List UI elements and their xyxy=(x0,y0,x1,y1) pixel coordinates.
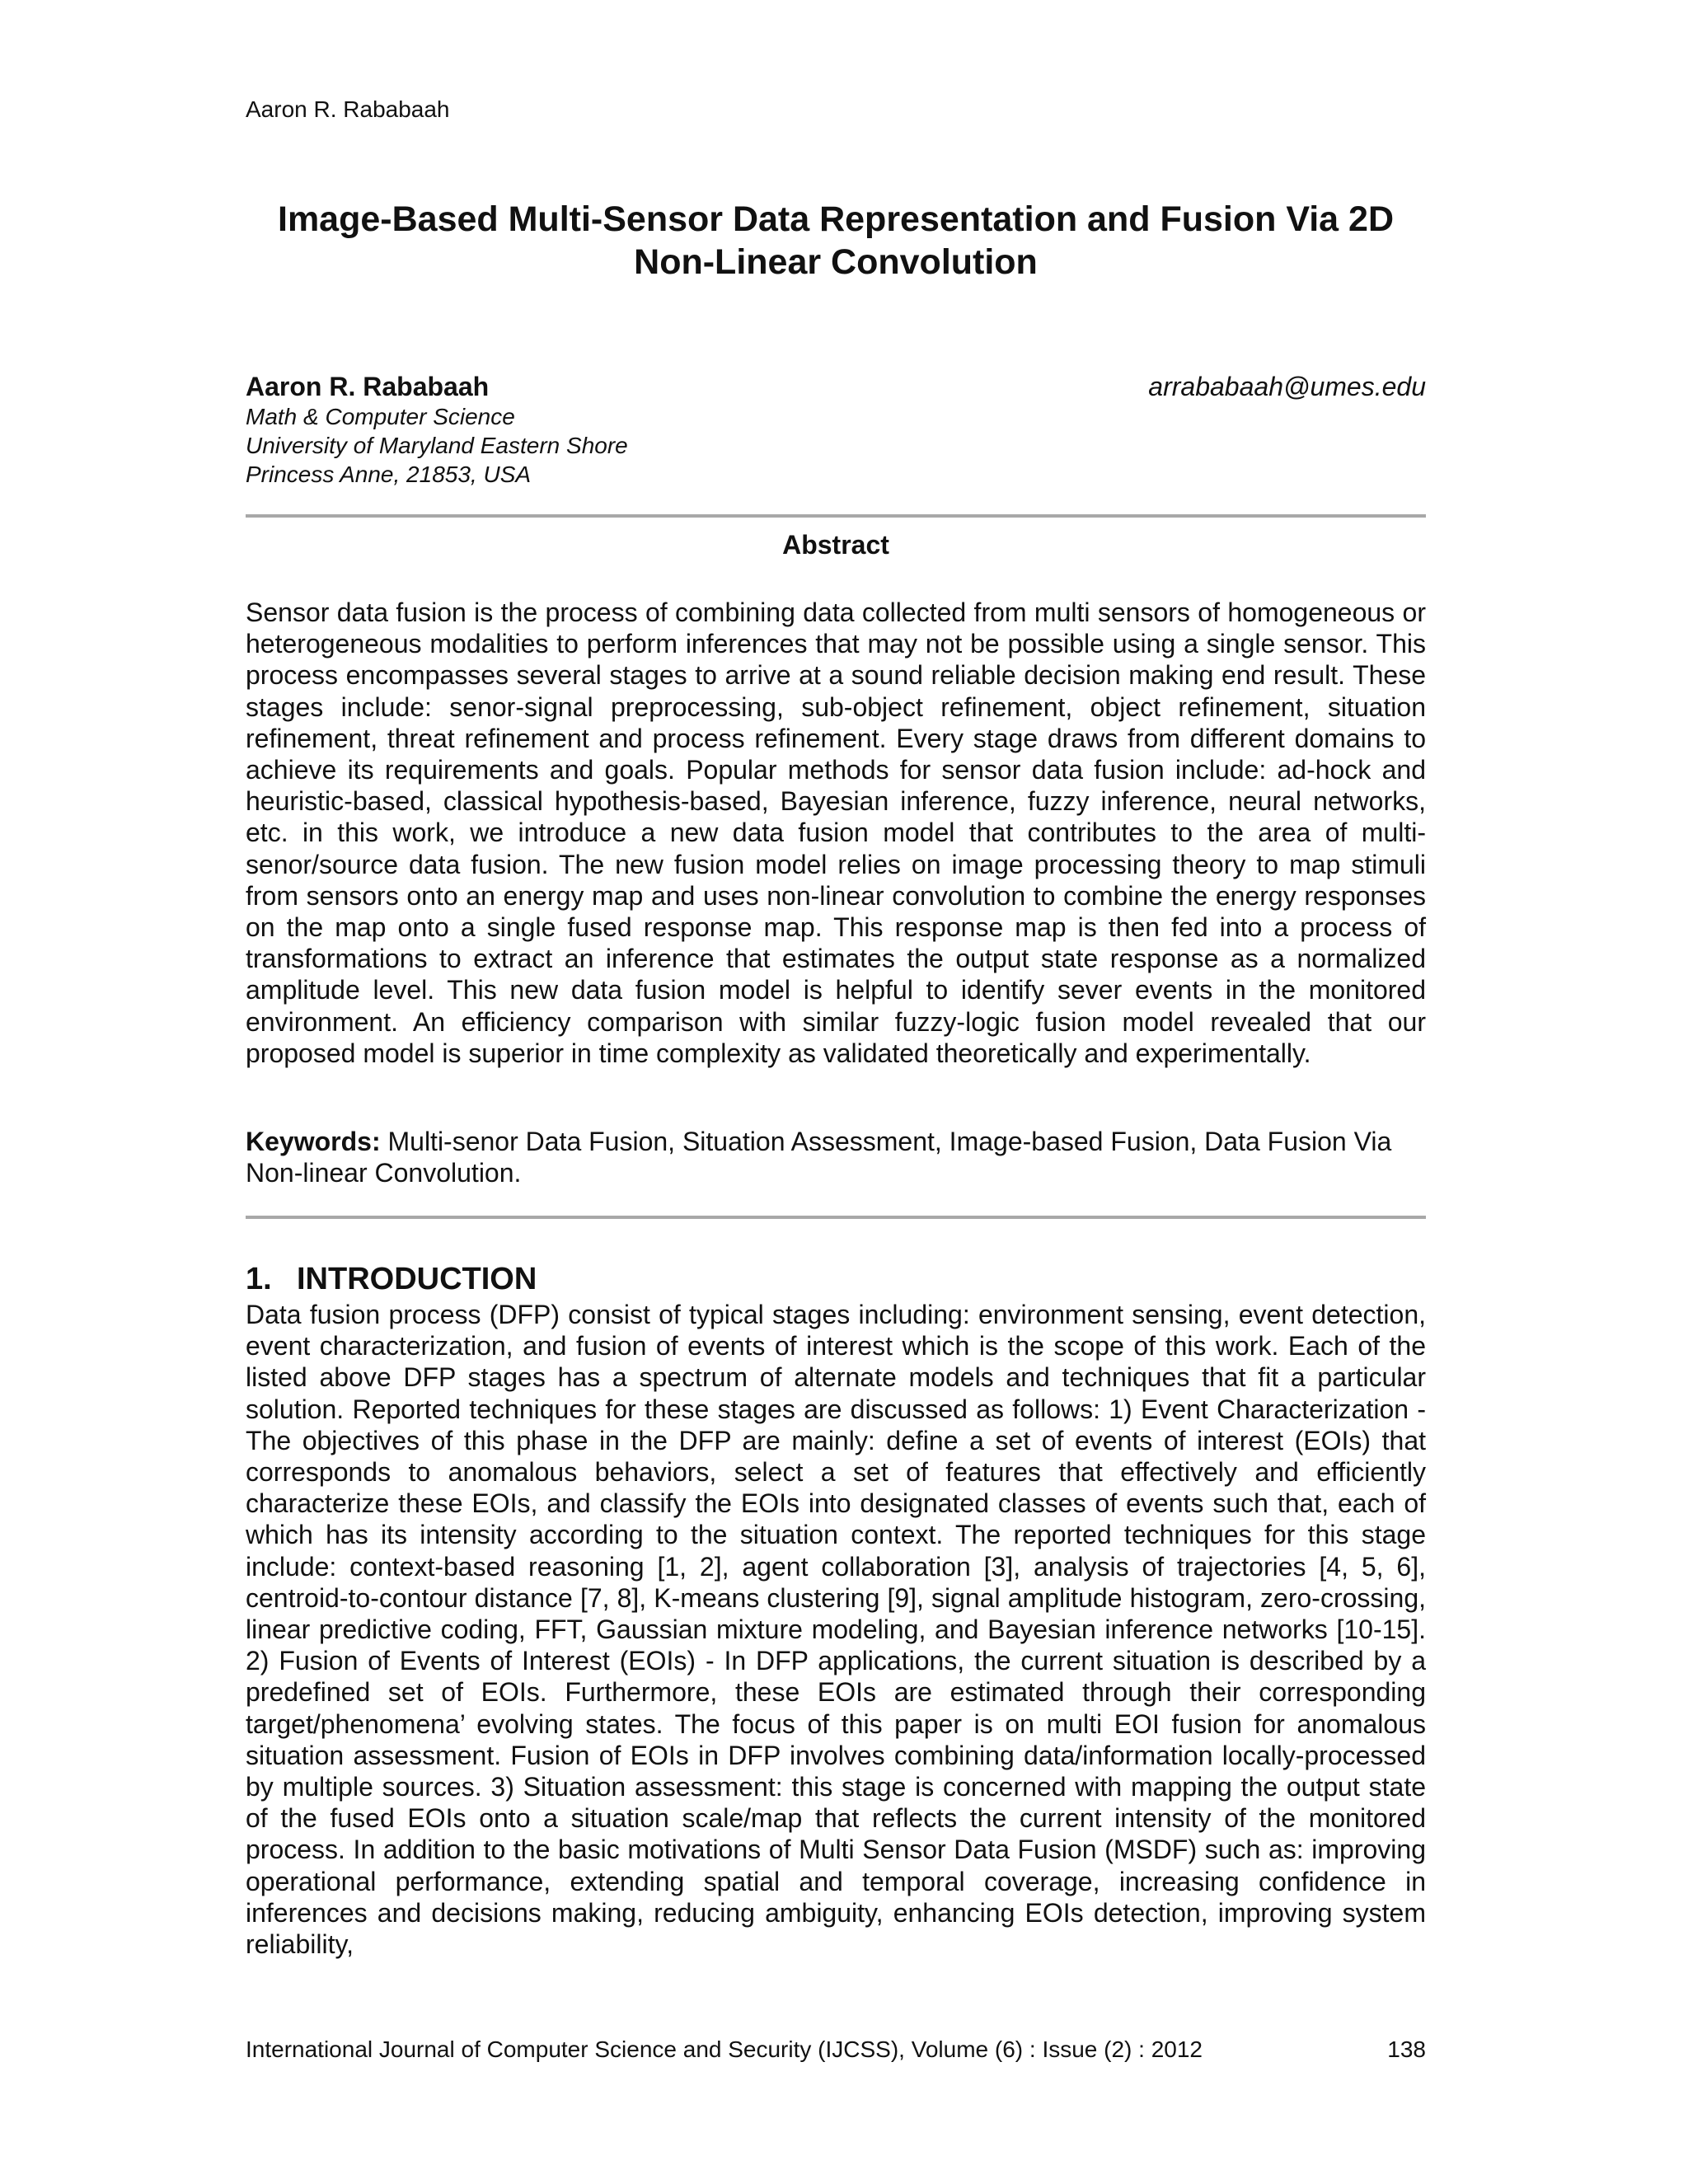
footer-journal: International Journal of Computer Science and Security (IJCSS), Volume (6) : Issue (2) : 2012 xyxy=(246,2036,1203,2062)
paper-title: Image-Based Multi-Sensor Data Representation and Fusion Via 2D Non-Linear Convolution xyxy=(278,199,1394,282)
keywords-label: Keywords: xyxy=(246,1127,381,1156)
author-name: Aaron R. Rababaah xyxy=(246,372,490,401)
section-heading-introduction xyxy=(246,1261,537,1297)
author-department: Math & Computer Science xyxy=(246,404,515,429)
author-email: arrababaah@umes.edu xyxy=(1148,372,1426,401)
author-block xyxy=(246,371,1426,489)
author-university: University of Maryland Eastern Shore xyxy=(246,433,628,458)
section-number: 1. xyxy=(246,1262,272,1296)
keywords-text: Multi-senor Data Fusion, Situation Assessment, Image-based Fusion, Data Fusion Via Non-linear Convolution. xyxy=(246,1127,1392,1188)
abstract-text: Sensor data fusion is the process of combining data collected from multi sensors of homogeneous or heterogeneous modalities to perform inferences that may not be possible using a single sensor. This process encompasses several stages to arrive at a sound reliable decision making end result. These stages include: senor-signal preprocessing, sub-object refinement, object refinement, situation refinement, threat refinement and process refinement. Every stage draws from different domains to achieve its requirements and goals. Popular methods for sensor data fusion include: ad-hock and heuristic-based, classical hypothesis-based, Bayesian inference, fuzzy inference, neural networks, etc. in this work, we introduce a new data fusion model that contributes to the area of multi-senor/source data fusion. The new fusion model relies on image processing theory to map stimuli from sensors onto an energy map and uses non-linear convolution to combine the energy responses on the map onto a single fused response map. This response map is then fed into a process of transformations to extract an inference that estimates the output state response as a normalized amplitude level. This new data fusion model is helpful to identify sever events in the monitored environment. An efficiency comparison with similar fuzzy-logic fusion model revealed that our proposed model is superior in time complexity as validated theoretically and experimentally. xyxy=(246,598,1426,1068)
author-location: Princess Anne, 21853, USA xyxy=(246,462,532,487)
abstract-heading: Abstract xyxy=(782,530,889,560)
page-footer xyxy=(246,2036,1426,2064)
keywords xyxy=(246,1126,1426,1188)
running-head: Aaron R. Rababaah xyxy=(246,96,450,122)
section-title: INTRODUCTION xyxy=(297,1262,537,1296)
abstract-bottom-divider xyxy=(246,1216,1426,1219)
abstract-top-divider xyxy=(246,514,1426,518)
introduction-text: Data fusion process (DFP) consist of typical stages including: environment sensing, event detection, event characterization, and fusion of events of interest which is the scope of this work. Each of the listed above DFP stages has a spectrum of alternate models and techniques that fit a particular solution. Reported techniques for these stages are discussed as follows: 1) Event Characterization - The objectives of this phase in the DFP are mainly: define a set of events of interest (EOIs) that corresponds to anomalous behaviors, select a set of features that effectively and efficiently characterize these EOIs, and classify the EOIs into designated classes of events such that, each of which has its intensity according to the situation context. The reported techniques for this stage include: context-based reasoning [1, 2], agent collaboration [3], analysis of trajectories [4, 5, 6], centroid-to-contour distance [7, 8], K-means clustering [9], signal amplitude histogram, zero-crossing, linear predictive coding, FFT, Gaussian mixture modeling, and Bayesian inference networks [10-15]. 2) Fusion of Events of Interest (EOIs) - In DFP applications, the current situation is described by a predefined set of EOIs. Furthermore, these EOIs are estimated through their corresponding target/phenomena’ evolving states. The focus of this paper is on multi EOI fusion for anomalous situation assessment. Fusion of EOIs in DFP involves combining data/information locally-processed by multiple sources. 3) Situation assessment: this stage is concerned with mapping the output state of the fused EOIs onto a situation scale/map that reflects the current intensity of the monitored process. In addition to the basic motivations of Multi Sensor Data Fusion (MSDF) such as: improving operational performance, extending spatial and temporal coverage, increasing confidence in inferences and decisions making, reducing ambiguity, enhancing EOIs detection, improving system reliability, xyxy=(246,1300,1426,1960)
page-number: 138 xyxy=(1387,2036,1426,2062)
